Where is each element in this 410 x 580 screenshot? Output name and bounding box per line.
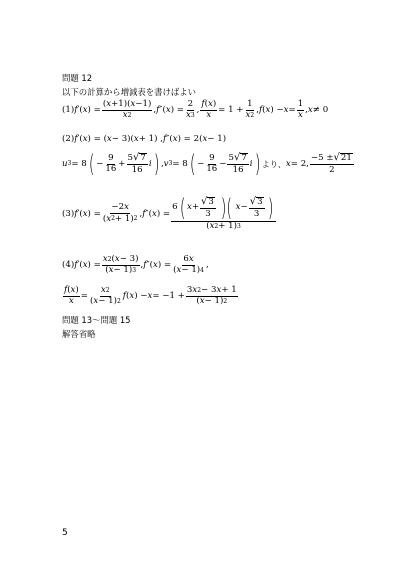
equation-1: (1) f ′( x ) = ( x +1)( x −1) x 2 , f ″( x ) = 2 x 3 , f ( x ) x = 1 + 1 x 2 , f ( x ) − x = $\frac{1}{x}$ , x ≠ 0 xyxy=(62,99,329,121)
label-3: (3) xyxy=(62,208,75,219)
problem-12-intro: 以下の計算から増減表を書けばよい xyxy=(62,87,196,97)
page-number: 5 xyxy=(62,528,68,538)
answer-omitted: 解答省略 xyxy=(62,329,96,339)
label-4: (4) xyxy=(62,260,75,271)
equation-2: (2) f ′( x ) = ( x − 3)( x + 1) , f ″( x ) = 2( x − 1) xyxy=(62,134,227,144)
problem-13-15-title: 問題 13〜問題 15 xyxy=(62,315,131,325)
yori-text: より、 xyxy=(261,159,286,169)
equation-3: (3) f ′( x ) = −2 x ( x 2 + 1) 2 , f ″( x ) = 6 ( x + √ 3 3 )( x − √ 3 3 ) ( x 2 + 1) 3 xyxy=(62,196,277,231)
equation-4: (4) f ′( x ) = x 2 ( x − 3) ( x − 1) 3 , f ″( x ) = 6 x ( x − 1) 4 , xyxy=(62,254,209,276)
problem-12-title: 問題 12 xyxy=(62,73,93,83)
equation-4b: f ( x ) x = x 2 ( x − 1) 2 f ( x ) − x = −1 + 3 x 2 − 3 x + 1 ( x − 1) 2 xyxy=(64,285,237,307)
label-2: (2) xyxy=(62,134,75,144)
equation-cubic-roots: u 3 = 8 ( − $\frac{9}{16}$ + 5 √ 7 16 i ) , v 3 = 8 ( − $\frac{9}{16}$ − 5 √ 7 16 i ) より、 x = 2, −5 ± √ 21 2 xyxy=(62,150,352,178)
label-1: (1) xyxy=(62,105,75,116)
